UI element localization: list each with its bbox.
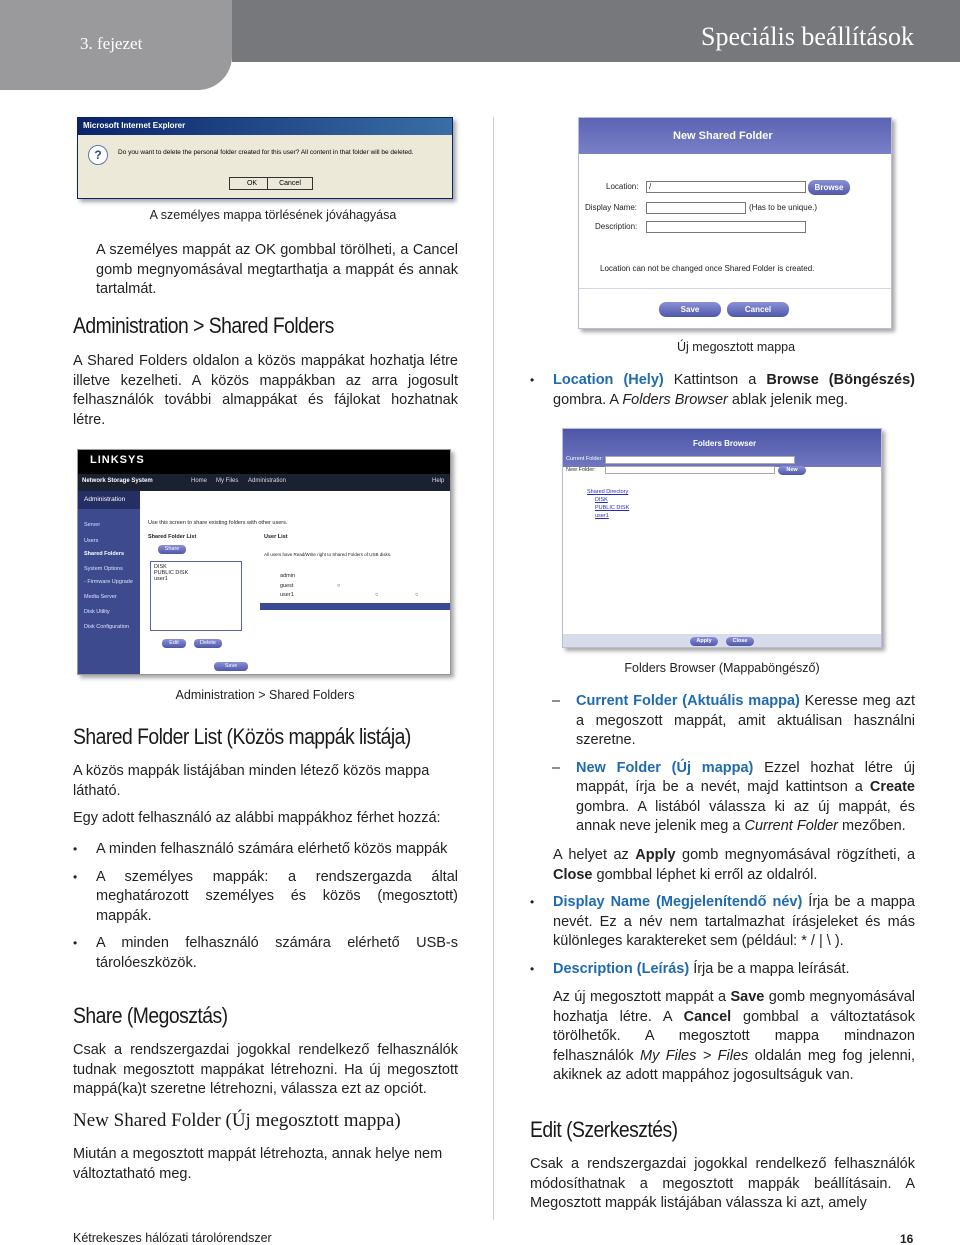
user-row: guest — [280, 583, 294, 589]
dash-item-current-folder — [530, 692, 915, 751]
current-folder-input[interactable] — [605, 456, 795, 464]
admin-caption: Administration > Shared Folders — [175, 688, 355, 702]
access-paragraph: Egy adott felhasználó az alábbi mappákhoz férhet hozzá: — [73, 810, 441, 826]
text-span: Ezzel hozhat létre új mappát, írja be a nevét, majd kattintson a — [576, 759, 915, 795]
linksys-nav-bar — [78, 474, 450, 491]
question-icon: ? — [88, 145, 108, 165]
page-number: 16 — [900, 1232, 914, 1245]
nav-my-files[interactable]: My Files — [216, 478, 239, 484]
fb-title: Folders Browser — [563, 429, 881, 467]
heading-edit: Edit (Szerkesztés) — [530, 1117, 678, 1142]
user-row: user1 — [280, 592, 294, 598]
new-shared-folder-dialog — [578, 117, 892, 329]
text-span: A helyet az — [553, 847, 636, 863]
column-divider — [493, 117, 494, 1220]
text-span: mezőben. — [837, 818, 906, 834]
bullet-item: • A minden felhasználó számára elérhető USB-s tárolóeszközök. — [73, 934, 458, 973]
display-name-label: Display Name: — [585, 203, 638, 212]
tree-item[interactable]: PUBLIC DISK — [595, 505, 630, 511]
text-span: gombbal a változtatások törölhetők. A megosztott mappa mindnazon felhasználók — [553, 1008, 915, 1064]
radio-icon[interactable]: ○ — [415, 592, 419, 598]
text-span: Írja be a mappa nevét. Ez a név nem tartalmazhat írásjeleket és más különleges karaktereket sem (például: * / | \ ). — [553, 894, 915, 949]
italic-my-files: My Files > Files — [640, 1047, 749, 1064]
text-span: Kattintson a — [663, 372, 767, 388]
user-list-title: User List — [264, 534, 288, 540]
unique-note: (Has to be unique.) — [749, 203, 818, 212]
delete-button[interactable]: Delete — [194, 639, 222, 648]
chapter-label: 3. fejezet — [80, 34, 143, 53]
radio-icon[interactable]: ○ — [375, 592, 379, 598]
linksys-logo: LINKSYS — [90, 454, 145, 466]
term-new-folder: New Folder (Új mappa) — [576, 759, 754, 776]
display-name-input[interactable] — [646, 202, 746, 214]
sidebar-item-system-options[interactable]: System Options — [84, 566, 123, 572]
user-list-note: All users have Read/Write right to Shared Folders of USB disks. — [264, 552, 392, 557]
shared-list-paragraph: A közös mappák listájában minden létező közös mappa látható. — [73, 763, 430, 799]
sidebar-item-shared-folders[interactable]: Shared Folders — [84, 551, 125, 557]
shared-folders-paragraph: A Shared Folders oldalon a közös mappákat hozhatja létre illetve kezelheti. A közös mappákban az arra jogosult felhasználók további almappákat és fájlokat hozhatnak létre. — [73, 353, 458, 428]
col-no-access: No Access — [323, 562, 349, 568]
nav-administration[interactable]: Administration — [248, 478, 287, 484]
nsf-title: New Shared Folder — [579, 118, 891, 154]
bold-close: Close — [553, 866, 593, 883]
bullet-item: • A személyes mappák: a rendszergazda által meghatározott személyes és közös (megosztott) mappák. — [73, 868, 458, 927]
term-current-folder: Current Folder (Aktuális mappa) — [576, 693, 800, 709]
description-label: Description: — [595, 222, 638, 231]
heading-shared-folder-list: Shared Folder List (Közös mappák listája) — [73, 724, 411, 749]
access-bullet-list — [73, 840, 458, 981]
sidebar-item-users[interactable]: Users — [84, 538, 99, 544]
text-span: oldalán meg fog jelenni, akiknek az adott mappához jogosultságuk van. — [553, 1047, 915, 1083]
bold-save: Save — [730, 989, 765, 1005]
text-span: gombra. A listából válassza ki az új mappát, és annak neve jelenik meg a — [576, 798, 915, 834]
page-header — [0, 0, 960, 90]
user-table-header-bar — [260, 603, 450, 610]
nav-home[interactable]: Home — [191, 478, 208, 484]
fb-caption: Folders Browser (Mappaböngésző) — [624, 661, 820, 675]
text-span: ablak jelenik meg. — [727, 391, 848, 408]
cancel-button[interactable]: Cancel — [267, 177, 313, 190]
linksys-top-bar — [78, 450, 450, 474]
save-button[interactable]: Save — [659, 302, 721, 317]
ie-dialog-title: Microsoft Internet Explorer — [78, 118, 452, 135]
folders-browser-dialog — [562, 428, 882, 648]
product-name: Network Storage System — [82, 478, 153, 484]
text-span: gombra. A — [553, 391, 623, 408]
browse-button[interactable]: Browse — [808, 180, 850, 195]
sidebar-header: Administration — [78, 491, 140, 509]
ie-confirm-dialog — [77, 117, 453, 199]
text-span: Írja be a mappa leírását. — [689, 960, 850, 977]
bold-apply: Apply — [635, 847, 676, 863]
text-span: gomb megnyomásával hozhatja létre. A — [553, 989, 915, 1025]
delete-folder-paragraph — [96, 241, 458, 300]
folder-item[interactable]: user1 — [154, 576, 168, 582]
shared-list-title: Shared Folder List — [148, 534, 197, 540]
ie-dialog-message: Do you want to delete the personal folder created for this user? All content in that folder will be deleted. — [118, 149, 414, 156]
text-span: Az új megosztott mappát a — [553, 989, 731, 1005]
new-folder-paragraph: Miután a megosztott mappát létrehozta, annak helye nem változtatható meg. — [73, 1146, 443, 1182]
new-button[interactable]: New — [778, 466, 806, 475]
ie-dialog-caption: A személyes mappa törlésének jóváhagyása — [149, 208, 397, 222]
nsf-caption: Új megosztott mappa — [676, 340, 796, 354]
term-location: Location (Hely) — [553, 372, 664, 388]
folders-browser-options — [530, 692, 915, 845]
col-read-write: Read Write — [401, 562, 429, 568]
tree-item[interactable]: user1 — [595, 513, 609, 519]
ok-button[interactable]: OK — [229, 177, 275, 190]
section-title: Speciális beállítások — [700, 22, 914, 51]
tree-item[interactable]: Shared Directory — [587, 489, 629, 495]
field-bullets — [530, 893, 915, 987]
heading-admin-shared-folders: Administration > Shared Folders — [73, 313, 334, 338]
sidebar-item-firmware[interactable]: - Firmware Upgrade — [84, 579, 133, 585]
folder-item[interactable]: PUBLIC DISK — [154, 570, 189, 576]
footer-title: Kétrekeszes hálózati tárolórendszer — [73, 1231, 272, 1245]
text-span: gomb megnyomásával rögzítheti, a — [675, 847, 916, 863]
description-input[interactable] — [646, 221, 806, 233]
share-button[interactable]: Share — [158, 545, 186, 554]
sidebar-item-disk-configuration[interactable]: Disk Configuration — [84, 624, 129, 630]
current-folder-label: Current Folder: — [566, 456, 603, 462]
apply-paragraph — [553, 846, 915, 885]
nsf-separator — [579, 288, 891, 289]
text-span: gombbal léphet ki erről az oldalról. — [592, 866, 818, 883]
shared-intro: Use this screen to share existing folders with other users. — [148, 520, 288, 526]
bullet-item: • A minden felhasználó számára elérhető közös mappák — [73, 840, 458, 860]
nav-help[interactable]: Help — [432, 478, 445, 484]
bold-browse: Browse (Böngészés) — [766, 372, 915, 388]
text-span: Keresse meg azt a megoszott mappát, amit aktuálisan használni szeretne. — [576, 693, 916, 748]
location-bullet — [530, 371, 915, 418]
col-read-only: Read Only — [363, 562, 389, 568]
edit-button[interactable]: Edit — [162, 639, 186, 648]
location-label: Location: — [606, 182, 639, 191]
sidebar-item-media-server[interactable]: Media Server — [84, 594, 117, 600]
folder-item[interactable]: DISK — [154, 564, 167, 570]
heading-share: Share (Megosztás) — [73, 1003, 228, 1028]
linksys-main — [140, 491, 451, 675]
close-button[interactable]: Close — [726, 637, 754, 646]
italic-folders-browser: Folders Browser — [622, 391, 728, 408]
bullet-display-name — [530, 893, 915, 952]
delete-folder-text: A személyes mappát az OK gombbal törölheti, a Cancel gomb megnyomásával megtarthatja a mappát és annak tartalmát. — [96, 242, 458, 297]
italic-current-folder: Current Folder — [744, 818, 838, 834]
tree-item[interactable]: DISK — [595, 497, 608, 503]
sidebar-item-disk-utility[interactable]: Disk Utility — [84, 609, 110, 615]
col-name: Name — [280, 562, 295, 568]
fb-button-bar — [563, 634, 881, 648]
chapter-tab — [0, 0, 232, 90]
user-row: admin — [280, 573, 295, 579]
shared-folder-listbox[interactable] — [150, 561, 242, 631]
bullet-description — [530, 960, 915, 980]
term-display-name: Display Name (Megjelenítendő név) — [553, 894, 803, 910]
bullet-item — [530, 371, 915, 410]
cancel-button[interactable]: Cancel — [727, 302, 789, 317]
bold-create: Create — [869, 779, 915, 795]
location-input[interactable]: / — [646, 181, 806, 193]
linksys-admin-screenshot — [77, 449, 451, 675]
term-description: Description (Leírás) — [553, 960, 690, 977]
share-paragraph: Csak a rendszergazdai jogokkal rendelkező felhasználók tudnak megosztott mappákat létrehozni. Ha új megosztott mappá(ka)t szeretne létrehozni, válassza ezt az opciót. — [73, 1042, 458, 1097]
sidebar-item-server[interactable]: Server — [84, 522, 101, 528]
apply-button[interactable]: Apply — [690, 637, 718, 646]
dash-item-new-folder — [530, 759, 915, 837]
save-paragraph — [553, 988, 915, 1086]
new-folder-label: New Folder: — [566, 467, 596, 473]
save-button[interactable]: Save — [214, 662, 248, 671]
edit-paragraph: Csak a rendszergazdai jogokkal rendelkező felhasználók módosíthatnak a megosztott mappák beállításain. A Megosztott mappák listájában válassza ki azt, amely — [530, 1156, 915, 1211]
radio-icon[interactable]: ○ — [337, 583, 341, 589]
bold-cancel: Cancel — [683, 1008, 732, 1025]
new-folder-input[interactable] — [605, 466, 775, 474]
location-note: Location can not be changed once Shared Folder is created. — [600, 264, 815, 273]
heading-new-shared-folder: New Shared Folder (Új megosztott mappa) — [73, 1110, 401, 1131]
